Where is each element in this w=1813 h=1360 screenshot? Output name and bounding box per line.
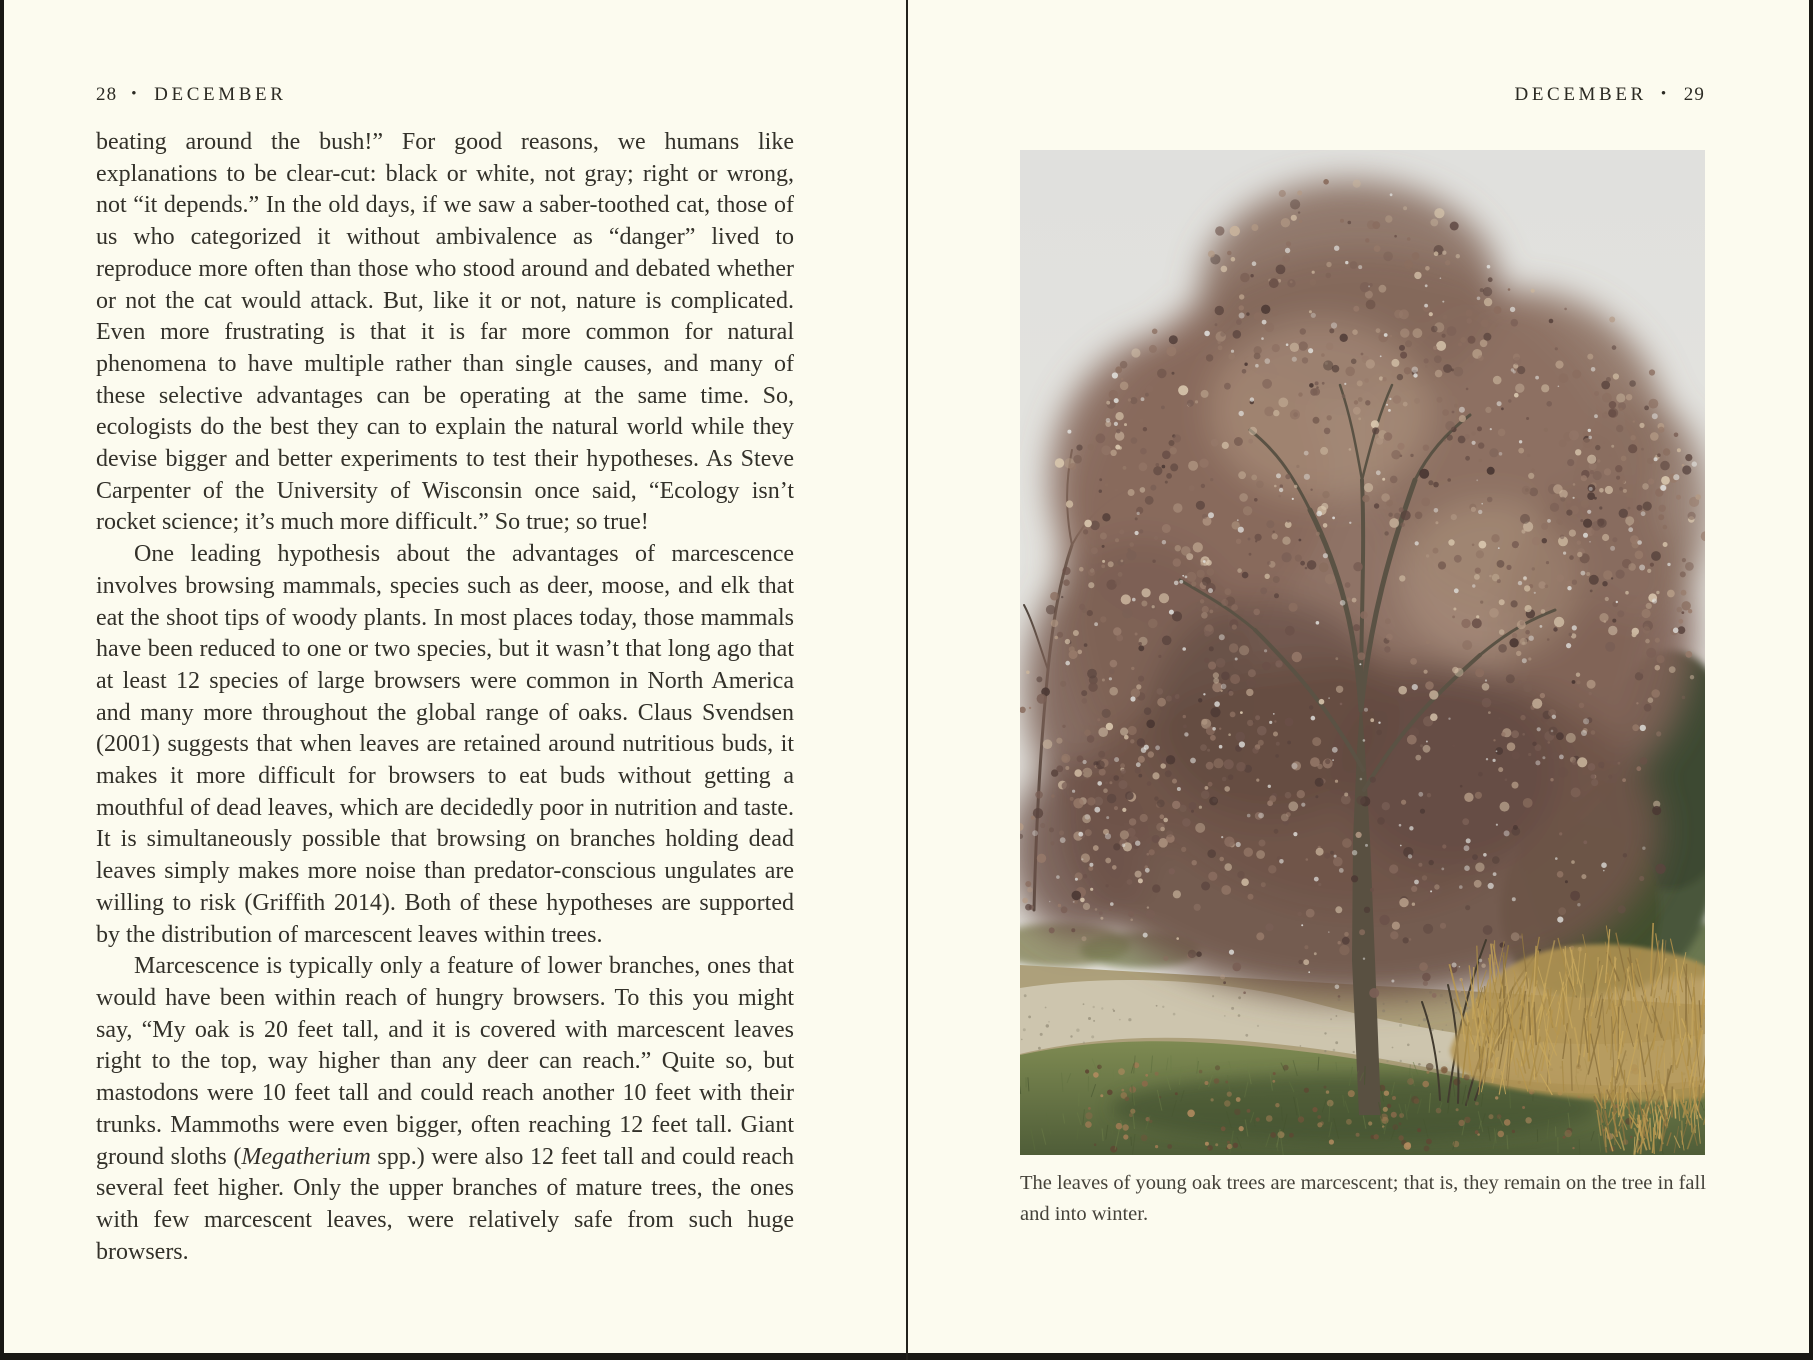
photo-caption: The leaves of young oak trees are marcescent; that is, they remain on the tree in fall and into winter. — [1020, 1172, 1706, 1225]
text-segment: beating around the bush!” For good reasons, we humans like explanations to be clear-cut: black or white, not gray; right or wrong, not “it depends.” In the old days, if we saw a saber-toothed cat, those of us who categorized it without ambivalence as “danger” lived to reproduce more often than those who stood around and debated whether or not the cat would attack. But, like it or not, nature is complicated. Even more frustrating is that it is far more common for natural phenomena to have multiple rather than single causes, and many of these selective advantages can be operating at the same time. So, ecologists do the best they can to explain the natural world while they devise bigger and better experiments to test their hypotheses. As Steve Carpenter of the University of Wisconsin once said, “Ecology isn’t rocket science; it’s much more difficult.” So true; so true! — [96, 129, 794, 536]
text-segment: One leading hypothesis about the advantages of marcescence involves browsing mammals, species such as deer, moose, and elk that eat the shoot tips of woody plants. In most places today, those mammals have been reduced to one or two species, but it wasn’t that long ago that at least 12 species of large browsers were common in North America and many more throughout the global range of oaks. Claus Svendsen (2001) suggests that when leaves are retained around nutritious buds, it makes it more difficult for browsers to eat buds without getting a mouthful of dead leaves, which are decidedly poor in nutrition and taste. It is simultaneously possible that browsing on branches holding dead leaves simply makes more noise than predator-conscious ungulates are willing to risk (Griffith 2014). Both of these hypotheses are supported by the distribution of marcescent leaves within trees. — [96, 541, 794, 948]
paragraph-2 — [96, 539, 794, 951]
bullet-separator-icon: • — [131, 86, 141, 102]
section-title-right: DECEMBER — [1514, 84, 1647, 105]
body-text — [96, 127, 794, 1268]
page-left — [0, 0, 906, 1360]
oak-photo-svg — [1020, 150, 1705, 1155]
italic-text: Megatherium — [241, 1143, 371, 1170]
paragraph-1 — [96, 127, 794, 539]
running-head-right — [1515, 84, 1706, 106]
text-segment: spp.) were also 12 feet tall and could reach several feet higher. Only the upper branches of mature trees, the ones with few marcescent leaves, were relatively safe from such huge browsers. — [96, 1143, 795, 1265]
text-segment: Marcescence is typically only a feature of lower branches, ones that would have been within reach of hungry browsers. To this you might say, “My oak is 20 feet tall, and it is covered with marcescent leaves right to the top, way higher than any deer can reach.” Quite so, but mastodons were 10 feet tall and could reach another 10 feet with their trunks. Mammoths were even bigger, often reaching 12 feet tall. Giant ground sloths ( — [96, 953, 794, 1170]
page-number-right: 29 — [1683, 84, 1705, 105]
scan-edge-right — [1809, 0, 1813, 1360]
section-title-left: DECEMBER — [154, 84, 287, 105]
bullet-separator-icon: • — [1660, 86, 1670, 102]
running-head-left — [96, 84, 287, 106]
page-number-left: 28 — [96, 84, 118, 105]
oak-tree-photo — [1020, 150, 1705, 1155]
paragraph-3 — [96, 951, 794, 1268]
scan-edge-left — [0, 0, 4, 1360]
page-gutter-line — [906, 0, 908, 1360]
page-right — [908, 0, 1813, 1360]
